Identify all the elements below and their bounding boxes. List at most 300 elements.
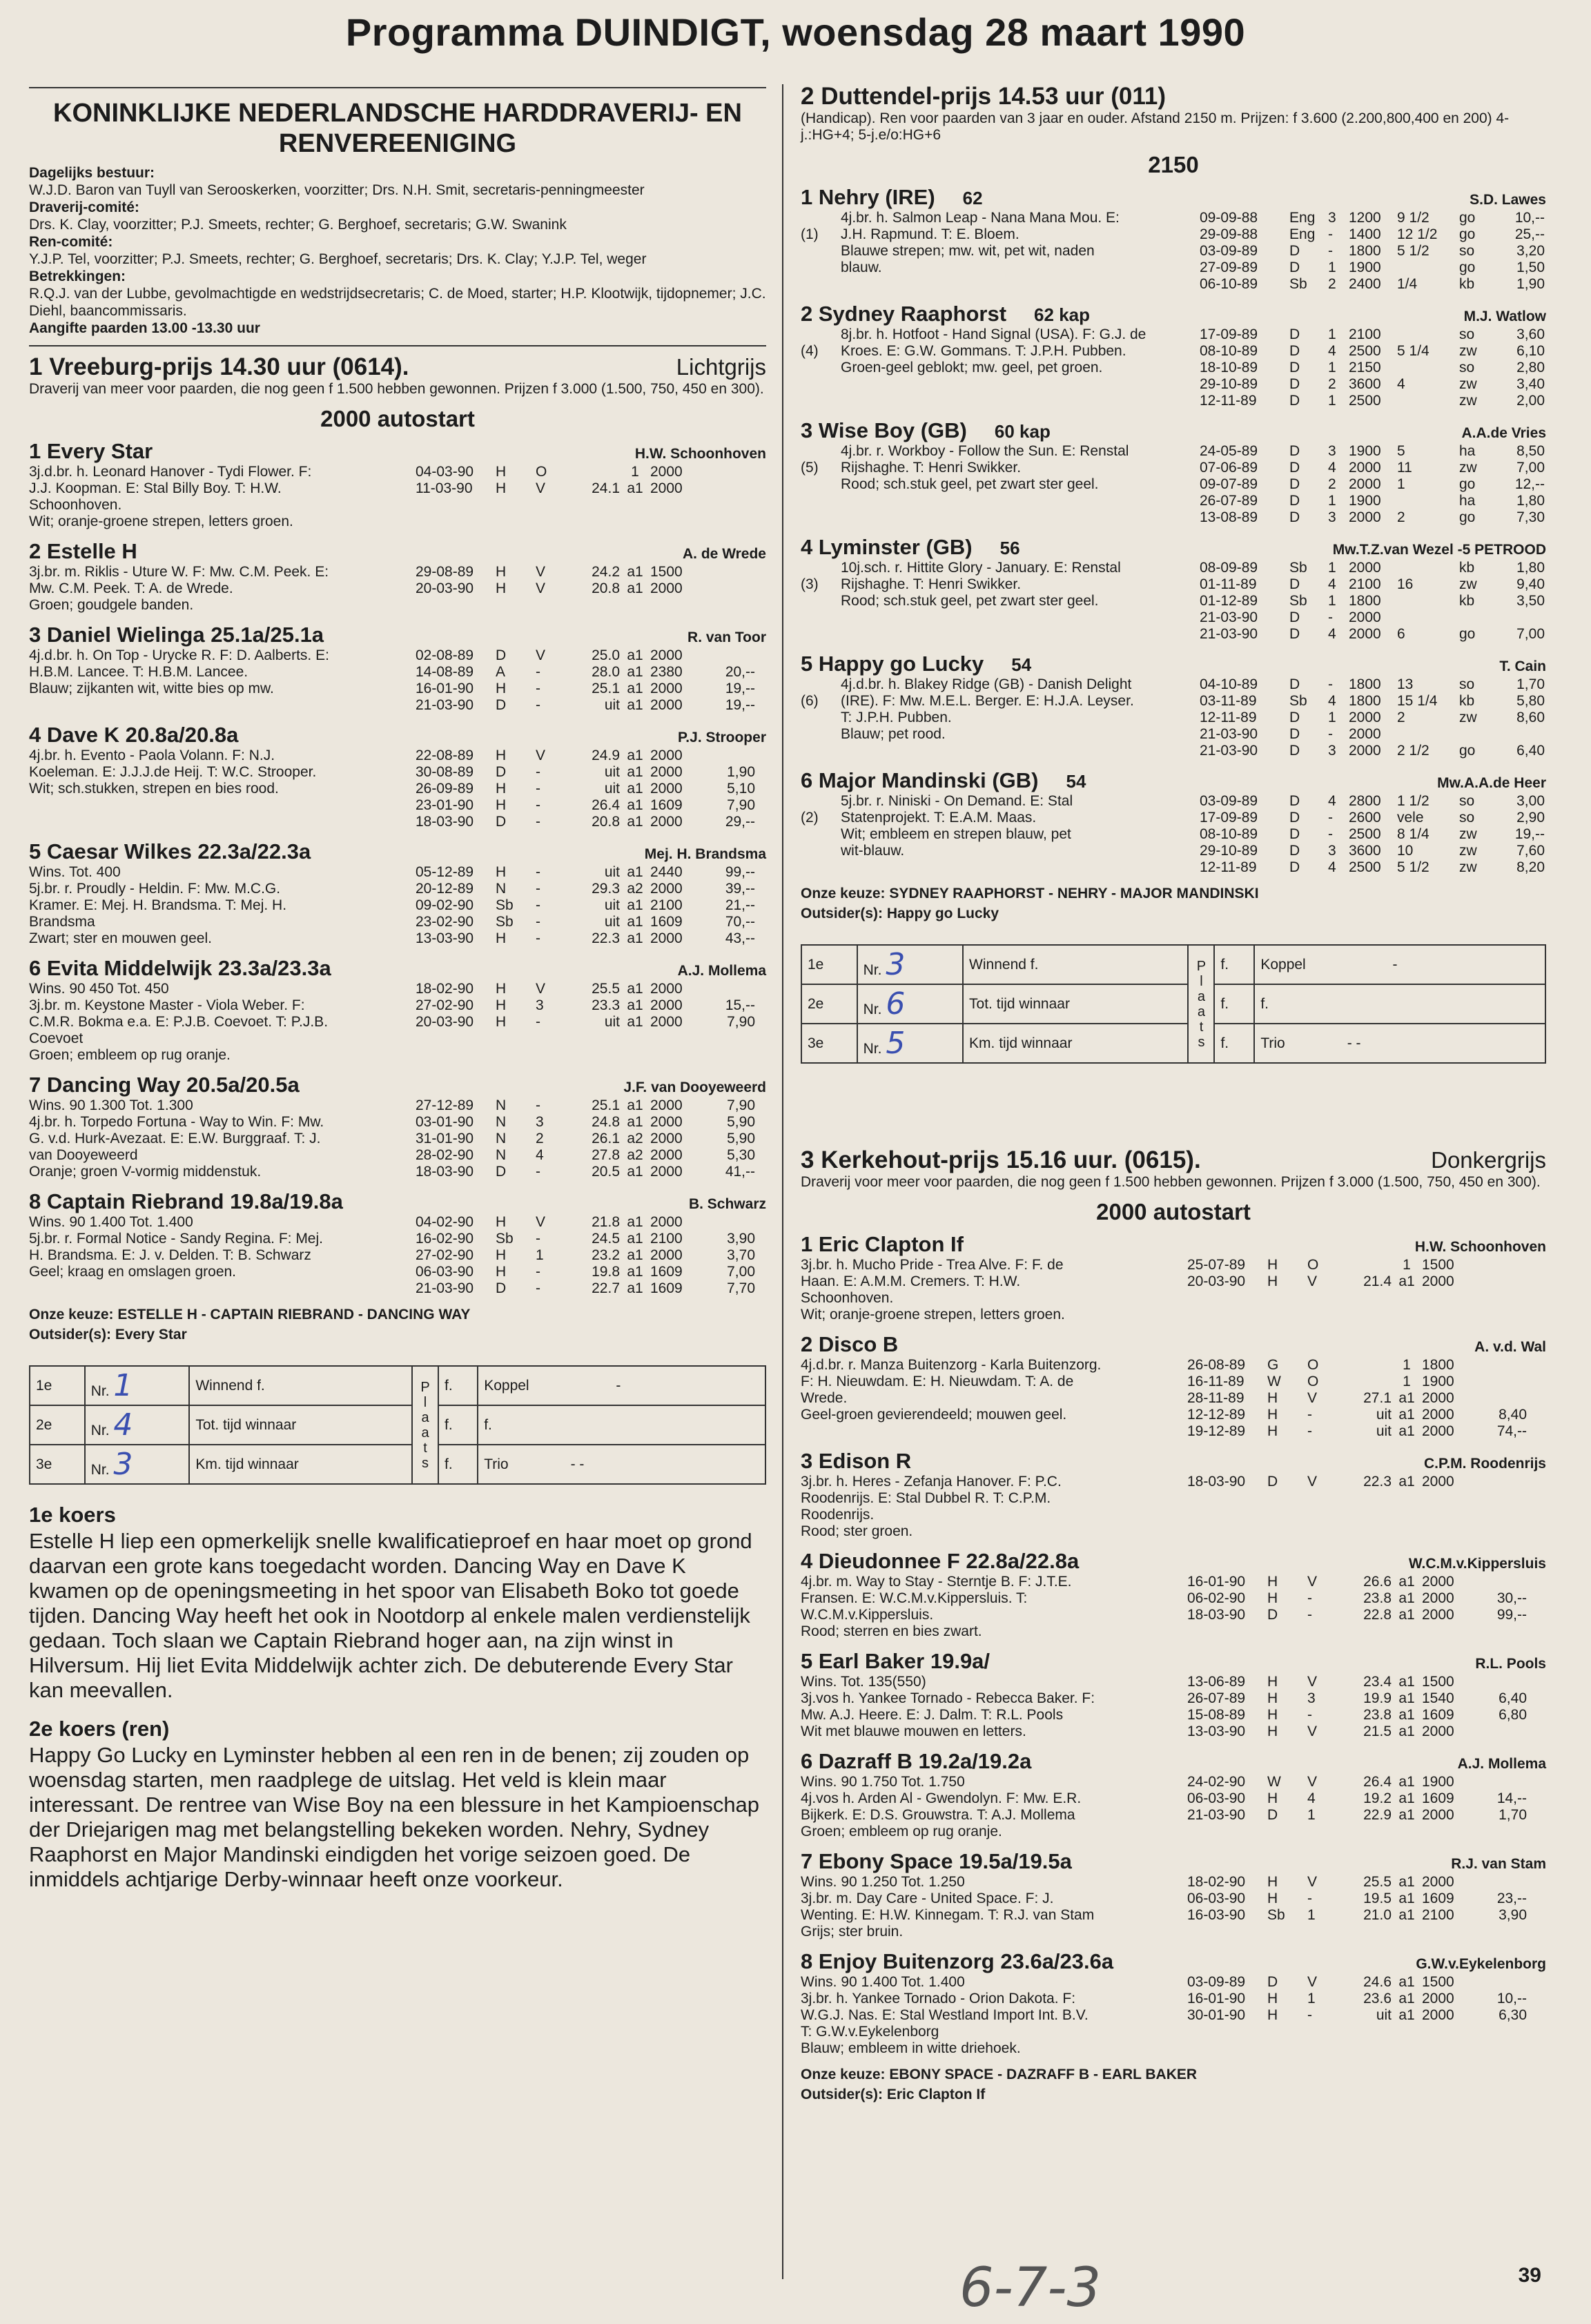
plaats-amount: f. — [1214, 945, 1254, 984]
form-cell: V — [536, 981, 546, 997]
horse-info — [801, 1674, 1187, 1740]
start-position: (6) — [801, 693, 819, 709]
form-cell: - — [536, 930, 540, 946]
form-cell: a1 — [627, 480, 643, 496]
race2-horse — [801, 302, 1546, 409]
form-cell: D — [1289, 509, 1300, 525]
race1-horse — [29, 539, 766, 614]
form-cell: 19,-- — [725, 697, 755, 713]
form-row — [1200, 793, 1546, 810]
form-cell: 1 — [1328, 710, 1336, 725]
form-cell — [700, 981, 755, 997]
koppel-cell — [478, 1366, 765, 1405]
form-cell: 99,-- — [725, 864, 755, 880]
form-cell — [1459, 726, 1490, 743]
horse-name: 8 Captain Riebrand 19.8a/19.8a — [29, 1189, 343, 1213]
info-line: Blauw; embleem in witte driehoek. — [801, 2040, 1021, 2056]
form-cell: 23.4 — [1363, 1674, 1392, 1690]
form-cell: 3 — [536, 1114, 544, 1130]
race-2-outsider: Outsider(s): Happy go Lucky — [801, 906, 999, 921]
horse-header — [801, 1232, 1546, 1257]
horse-info — [841, 443, 1200, 526]
form-cell: 17-09-89 — [1200, 810, 1258, 826]
info-line: Groen; goudgele banden. — [29, 597, 194, 613]
form-row — [1187, 1974, 1546, 1991]
form-cell: 6,80 — [1499, 1707, 1527, 1723]
form-cell: 6 — [1397, 626, 1405, 642]
comment-text: Happy Go Lucky en Lyminster hebben al een ren in de benen; zij zouden op woensdag starten, men raadplege de uitslag. Het veld is klein maar interessant. De rentree van Wise Boy na een blessure in het Kampioenschap der Driejarigen mag met belangstelling bekeken worden. Nehry, Sydney Raaphorst en Major Mandinski eindigden het vorige seizoen goed. De inmiddels achtjarige Derby-winnaar heeft onze voorkeur. — [29, 1743, 760, 1891]
form-cell: Sb — [1289, 593, 1307, 609]
form-cell: 5 1/4 — [1397, 343, 1429, 359]
form-row — [416, 914, 766, 930]
form-cell: 28.0 — [592, 664, 620, 680]
result-rank: 3e — [30, 1445, 85, 1484]
org-label: Ren-comité: — [29, 234, 113, 250]
form-cell: 1609 — [1422, 1891, 1454, 1906]
form-cell — [1397, 726, 1459, 743]
plaats-amount: f. — [1214, 984, 1254, 1024]
form-cell: a1 — [627, 564, 643, 580]
form-lines — [1187, 1357, 1546, 1440]
form-row — [1187, 1907, 1546, 1924]
horse-info — [29, 1214, 416, 1297]
horse-name: 7 Dancing Way 20.5a/20.5a — [29, 1073, 300, 1097]
form-row — [1187, 1474, 1546, 1490]
info-line: Kroes. E: G.W. Gommans. T: J.P.H. Pubben. — [841, 343, 1126, 359]
form-cell — [1459, 609, 1490, 626]
form-row — [1200, 276, 1546, 293]
form-cell: V — [536, 748, 546, 763]
form-cell: Eng — [1289, 210, 1316, 226]
horse-name: 5 Caesar Wilkes 22.3a/22.3a — [29, 839, 311, 863]
form-cell: 21.0 — [1363, 1907, 1392, 1923]
form-cell: O — [1307, 1357, 1319, 1373]
race1-horse — [29, 1189, 766, 1297]
form-cell: 2000 — [1422, 1423, 1454, 1439]
form-cell: 1 — [536, 1247, 544, 1263]
form-row — [416, 748, 766, 764]
form-cell: H — [1267, 1707, 1278, 1723]
form-cell: D — [1289, 826, 1300, 842]
form-cell — [560, 464, 620, 480]
form-cell: zw — [1459, 710, 1477, 725]
horse-weight: 60 kap — [994, 421, 1051, 442]
race1-horse — [29, 1073, 766, 1180]
start-position: (2) — [801, 810, 819, 826]
info-line: Rijshaghe. T: Henri Swikker. — [841, 460, 1022, 476]
form-cell: 23-02-90 — [416, 914, 474, 930]
form-cell: 22.8 — [1363, 1607, 1392, 1623]
handwritten-number: 3 — [113, 1447, 133, 1482]
form-cell: 08-09-89 — [1200, 560, 1258, 576]
info-line: Coevoet — [29, 1031, 84, 1046]
plaats-letter: P — [420, 1379, 430, 1395]
info-line: T: J.P.H. Pubben. — [841, 710, 952, 725]
form-cell: - — [1307, 1891, 1312, 1906]
form-cell: a1 — [1398, 1707, 1415, 1723]
race-1-distance: 2000 autostart — [320, 406, 475, 431]
form-cell: D — [496, 1164, 507, 1180]
form-cell: go — [1459, 260, 1476, 275]
form-cell: 21-03-90 — [1200, 726, 1258, 742]
form-cell: H — [1267, 1257, 1278, 1273]
form-cell: 03-01-90 — [416, 1114, 474, 1130]
form-row — [1200, 376, 1546, 393]
form-cell: a1 — [627, 997, 643, 1013]
form-cell: uit — [1376, 1423, 1392, 1439]
horse-info — [801, 1357, 1187, 1440]
form-row — [1200, 260, 1546, 276]
info-line: Rood; sch.stuk geel, pet zwart ster geel. — [841, 593, 1099, 609]
form-cell: 2000 — [1422, 1474, 1454, 1490]
race3-horse — [801, 1549, 1546, 1640]
nr-label: Nr. — [863, 1002, 886, 1017]
form-cell: 1 — [1403, 1257, 1411, 1273]
form-cell: 25.5 — [592, 981, 620, 997]
form-cell: D — [1289, 843, 1300, 859]
form-cell: N — [496, 881, 507, 897]
form-cell: go — [1459, 210, 1476, 226]
form-cell: 12-11-89 — [1200, 393, 1257, 409]
form-row — [1187, 1774, 1546, 1790]
form-cell: 2,80 — [1516, 360, 1545, 375]
form-cell: 2 1/2 — [1397, 743, 1429, 759]
result-label: Tot. tijd winnaar — [189, 1405, 412, 1445]
form-cell: D — [1289, 710, 1300, 725]
form-cell — [700, 580, 755, 597]
info-line: Wit; oranje-groene strepen, letters groen. — [801, 1307, 1065, 1322]
form-cell: 1 — [1307, 1907, 1316, 1923]
form-cell: a1 — [627, 1164, 643, 1180]
info-line: Wit; embleem en strepen blauw, pet — [841, 826, 1071, 842]
form-cell: a1 — [1398, 1907, 1415, 1923]
form-cell: 2500 — [1349, 826, 1381, 842]
form-cell — [1472, 1574, 1527, 1590]
form-cell: 28-02-90 — [416, 1147, 474, 1163]
form-cell: uit — [604, 764, 620, 780]
form-cell: 39,-- — [725, 881, 755, 897]
form-cell: a1 — [1398, 1690, 1415, 1706]
form-cell: - — [536, 764, 540, 780]
org-label: Dagelijks bestuur: — [29, 165, 155, 181]
form-cell: a1 — [1398, 1790, 1415, 1806]
form-cell: 1 — [1328, 326, 1336, 342]
dash: - - — [1347, 1035, 1361, 1051]
form-cell: 29-10-89 — [1200, 843, 1258, 859]
right-column — [801, 83, 1546, 2103]
form-cell: 22.7 — [592, 1280, 620, 1296]
form-cell: 2000 — [1422, 1991, 1454, 2006]
form-cell: 3 — [1328, 210, 1336, 226]
form-cell: 2100 — [650, 897, 683, 913]
info-line: Rood; sterren en bies zwart. — [801, 1623, 982, 1639]
form-cell: 17-09-89 — [1200, 326, 1258, 342]
info-line: wit-blauw. — [841, 843, 905, 859]
form-cell: a1 — [627, 1280, 643, 1296]
form-cell: 18-03-90 — [416, 1164, 474, 1180]
race-1-result-table — [29, 1365, 766, 1485]
form-cell: 22.9 — [1363, 1807, 1392, 1823]
form-cell: a1 — [1398, 1724, 1415, 1739]
form-cell: 03-09-89 — [1200, 243, 1258, 259]
form-cell: 2000 — [650, 1097, 683, 1113]
form-cell: 1 — [1307, 1807, 1316, 1823]
info-line: Kramer. E: Mej. H. Brandsma. T: Mej. H. — [29, 897, 287, 913]
form-cell: 16-01-90 — [1187, 1574, 1246, 1590]
form-cell: 2000 — [650, 1164, 683, 1180]
form-cell: H — [496, 580, 507, 596]
form-cell: Eng — [1289, 226, 1316, 242]
form-lines — [1187, 1257, 1546, 1323]
info-line: Wit; sch.stukken, strepen en bies rood. — [29, 781, 279, 797]
form-row — [416, 1264, 766, 1280]
form-cell: 19.9 — [1363, 1690, 1392, 1706]
form-cell: 21-03-90 — [1200, 626, 1258, 642]
form-cell — [1397, 326, 1459, 343]
form-cell — [1472, 1774, 1527, 1790]
form-cell: D — [1289, 493, 1300, 509]
horse-info — [841, 210, 1200, 293]
form-cell: 03-09-89 — [1187, 1974, 1246, 1990]
form-cell: uit — [1376, 2007, 1392, 2023]
horse-header — [801, 1949, 1546, 1974]
form-cell: H — [496, 997, 507, 1013]
form-cell: 24.8 — [592, 1114, 620, 1130]
info-line: van Dooyeweerd — [29, 1147, 138, 1163]
form-cell: 70,-- — [725, 914, 755, 930]
race1-horse — [29, 956, 766, 1064]
horse-body — [801, 560, 1546, 643]
race2-horse — [801, 185, 1546, 293]
form-row — [1200, 676, 1546, 693]
race1-horse — [29, 439, 766, 530]
horse-body — [801, 1257, 1546, 1323]
form-cell: 09-07-89 — [1200, 476, 1258, 492]
form-cell: O — [536, 464, 547, 480]
info-line: 4j.d.br. h. Blakey Ridge (GB) - Danish Delight — [841, 676, 1132, 692]
form-cell: 23,-- — [1496, 1891, 1527, 1906]
form-lines — [1200, 560, 1546, 643]
form-row — [416, 1280, 766, 1297]
info-line: Wins. 90 1.250 Tot. 1.250 — [801, 1874, 965, 1890]
comment-title: 2e koers (ren) — [29, 1717, 170, 1741]
form-row — [416, 564, 766, 580]
form-cell: - — [536, 697, 540, 713]
form-cell: 2000 — [650, 764, 683, 780]
form-cell: - — [536, 1280, 540, 1296]
horse-header — [29, 1189, 766, 1214]
horse-name: 6 Dazraff B 19.2a/19.2a — [801, 1749, 1032, 1773]
form-cell: - — [536, 1264, 540, 1280]
form-cell: D — [1289, 460, 1300, 476]
form-cell: 6,30 — [1499, 2007, 1527, 2023]
form-cell: 2000 — [650, 981, 683, 997]
info-line: Zwart; ster en mouwen geel. — [29, 930, 212, 946]
form-cell: a1 — [627, 697, 643, 713]
form-cell: 43,-- — [725, 930, 755, 946]
info-line: Wins. 90 450 Tot. 450 — [29, 981, 169, 997]
form-cell: 01-12-89 — [1200, 593, 1258, 609]
form-cell: H — [496, 681, 507, 696]
info-line: Wenting. E: H.W. Kinnegam. T: R.J. van Stam — [801, 1907, 1095, 1923]
form-cell — [1490, 726, 1545, 743]
form-cell: 20-03-90 — [416, 1014, 474, 1030]
form-cell: 7,00 — [1516, 626, 1545, 642]
form-cell: 24-05-89 — [1200, 443, 1258, 459]
form-cell: uit — [604, 1014, 620, 1030]
form-cell: 2000 — [650, 881, 683, 897]
horse-body — [29, 981, 766, 1064]
form-cell: 18-03-90 — [416, 814, 474, 830]
form-cell: 23.8 — [1363, 1707, 1392, 1723]
form-row — [1187, 1724, 1546, 1740]
form-cell — [700, 464, 755, 480]
form-cell: 27-09-89 — [1200, 260, 1258, 275]
horse-header — [29, 623, 766, 647]
form-cell — [1472, 1874, 1527, 1891]
form-cell: 22-08-89 — [416, 748, 474, 763]
koppel-cell — [1254, 945, 1545, 984]
info-line: Groen-geel geblokt; mw. geel, pet groen. — [841, 360, 1103, 375]
info-line: Wit met blauwe mouwen en letters. — [801, 1724, 1026, 1739]
form-cell — [700, 480, 755, 497]
form-row — [1200, 576, 1546, 593]
form-cell: a1 — [627, 797, 643, 813]
form-cell: 1800 — [1349, 243, 1381, 259]
horse-info — [29, 647, 416, 714]
form-cell: V — [536, 1214, 546, 1230]
horse-info — [29, 564, 416, 614]
horse-body — [29, 464, 766, 530]
form-cell — [1490, 609, 1545, 626]
form-row — [416, 464, 766, 480]
form-cell: 2000 — [1349, 626, 1381, 642]
form-cell: D — [1289, 676, 1300, 692]
result-nr — [857, 984, 963, 1024]
form-cell: a1 — [627, 681, 643, 696]
form-cell: 26.6 — [1363, 1574, 1392, 1590]
form-cell: 2150 — [1349, 360, 1381, 375]
form-cell: 06-10-89 — [1200, 276, 1258, 292]
form-cell: a1 — [1398, 1874, 1415, 1890]
form-cell: 2000 — [650, 781, 683, 797]
form-cell: 01-11-89 — [1200, 576, 1257, 592]
form-cell: 1900 — [1349, 443, 1381, 459]
form-cell: 14,-- — [1496, 1790, 1527, 1806]
org-label: Draverij-comité: — [29, 199, 139, 215]
form-cell: D — [1289, 626, 1300, 642]
form-cell: 29-09-88 — [1200, 226, 1258, 242]
horse-body — [29, 647, 766, 714]
form-cell: 2400 — [1349, 276, 1381, 292]
form-cell: 4 — [1328, 343, 1336, 359]
form-cell — [700, 748, 755, 764]
form-cell: 06-03-90 — [416, 1264, 474, 1280]
form-cell: 3600 — [1349, 843, 1381, 859]
form-cell: 28-11-89 — [1187, 1390, 1245, 1406]
form-cell: 8,50 — [1516, 443, 1545, 459]
form-cell: 4 — [1328, 626, 1336, 642]
info-line: Mw. A.J. Heere. E: J. Dalm. T: R.L. Pools — [801, 1707, 1064, 1723]
form-cell: 2 — [1328, 276, 1336, 292]
form-row — [416, 1164, 766, 1180]
form-cell: 18-03-90 — [1187, 1607, 1246, 1623]
form-lines — [416, 564, 766, 614]
handwritten-note: 6-7-3 — [959, 2257, 1102, 2319]
race-2-entries — [801, 185, 1546, 876]
race1-horse — [29, 839, 766, 947]
form-cell: a1 — [1398, 1273, 1415, 1289]
info-line: 4j.br. r. Workboy - Follow the Sun. E: Renstal — [841, 443, 1129, 459]
horse-header — [29, 723, 766, 748]
form-cell: H — [1267, 1724, 1278, 1739]
horse-name: 1 Every Star — [29, 439, 153, 463]
jockey-name: Mw.A.A.de Heer — [1437, 775, 1546, 791]
form-cell: 2000 — [650, 1147, 683, 1163]
info-line: Haan. E: A.M.M. Cremers. T: H.W. — [801, 1273, 1021, 1289]
horse-header — [29, 539, 766, 564]
form-cell: zw — [1459, 843, 1477, 859]
form-cell: 2000 — [1422, 2007, 1454, 2023]
form-cell: so — [1459, 810, 1475, 826]
info-line: Blauw; pet rood. — [841, 726, 946, 742]
form-cell: 11 — [1397, 460, 1412, 476]
form-cell — [1397, 260, 1459, 276]
form-cell: 26.4 — [592, 797, 620, 813]
form-cell: 1800 — [1349, 676, 1381, 692]
form-cell: 2100 — [1422, 1907, 1454, 1923]
form-cell: a1 — [627, 897, 643, 913]
form-cell: 2500 — [1349, 859, 1381, 875]
form-cell: 23-01-90 — [416, 797, 474, 813]
form-cell: 7,30 — [1516, 509, 1545, 525]
horse-weight: 62 kap — [1034, 304, 1090, 325]
form-cell: 22.3 — [1363, 1474, 1392, 1490]
trainer-name: R. van Toor — [687, 629, 766, 645]
form-row — [1187, 1574, 1546, 1590]
form-cell: 2000 — [650, 1214, 683, 1230]
form-cell: 26-07-89 — [1187, 1690, 1246, 1706]
form-cell — [1472, 1974, 1527, 1991]
form-cell: 2000 — [650, 1247, 683, 1263]
form-cell: vele — [1397, 810, 1424, 826]
form-cell — [700, 1214, 755, 1231]
trainer-name: J.F. van Dooyeweerd — [623, 1080, 766, 1095]
form-cell: a1 — [627, 914, 643, 930]
comment-title: 1e koers — [29, 1503, 116, 1527]
form-cell: zw — [1459, 460, 1477, 476]
form-cell: zw — [1459, 859, 1477, 875]
info-line: 5j.br. r. Formal Notice - Sandy Regina. F: Mej. — [29, 1231, 323, 1247]
form-row — [416, 647, 766, 664]
info-line: 4j.d.br. r. Manza Buitenzorg - Karla Buitenzorg. — [801, 1357, 1102, 1373]
form-cell: 1800 — [1349, 593, 1381, 609]
horse-header — [801, 652, 1546, 676]
plaats-letter: a — [1197, 1004, 1206, 1019]
form-cell: V — [536, 647, 546, 663]
form-cell: go — [1459, 743, 1476, 759]
form-cell: D — [1289, 743, 1300, 759]
form-cell: 2100 — [1349, 576, 1381, 592]
horse-weight: 54 — [1066, 771, 1086, 792]
race-2-distance: 2150 — [1148, 152, 1199, 177]
form-cell: 2000 — [1349, 476, 1381, 492]
form-row — [1200, 859, 1546, 876]
form-cell: 6,10 — [1516, 343, 1545, 359]
form-cell: so — [1459, 676, 1475, 692]
form-row — [416, 1131, 766, 1147]
form-lines — [416, 748, 766, 830]
